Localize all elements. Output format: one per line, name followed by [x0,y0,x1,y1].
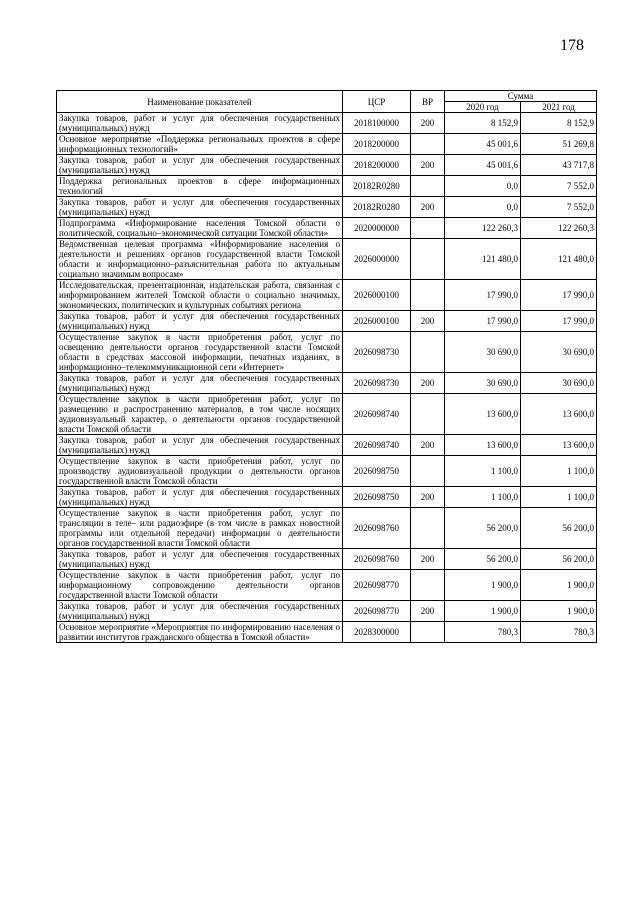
row-csr: 2026000100 [343,280,411,311]
table-body [57,113,597,643]
table-row [57,435,597,456]
row-name: Закупка товаров, работ и услуг для обеспечения государственных (муниципальных) нужд [57,373,343,394]
row-sum-2020: 13 600,0 [445,394,521,435]
row-sum-2021: 30 690,0 [521,373,597,394]
table-row [57,280,597,311]
row-sum-2020: 8 152,9 [445,113,521,134]
row-sum-2020: 0,0 [445,197,521,218]
table-row [57,570,597,601]
table-row [57,332,597,373]
row-vr [411,239,445,280]
row-sum-2021: 17 990,0 [521,280,597,311]
row-name: Основное мероприятие «Мероприятия по информированию населения о развитии институтов гражданского общества в Томской области» [57,622,343,643]
table-row [57,622,597,643]
row-csr: 2026098730 [343,332,411,373]
table-row [57,197,597,218]
row-sum-2021: 56 200,0 [521,508,597,549]
row-csr: 2026000000 [343,239,411,280]
row-sum-2020: 1 900,0 [445,570,521,601]
row-csr: 2018100000 [343,113,411,134]
row-csr: 2026098760 [343,508,411,549]
row-vr [411,394,445,435]
row-name: Поддержка региональных проектов в сфере информационных технологий [57,176,343,197]
row-vr: 200 [411,311,445,332]
row-vr: 200 [411,487,445,508]
row-vr: 200 [411,197,445,218]
header-year-2021: 2021 год [521,102,597,113]
row-vr [411,332,445,373]
row-sum-2021: 17 990,0 [521,311,597,332]
table-row [57,456,597,487]
row-sum-2021: 13 600,0 [521,394,597,435]
table-row [57,176,597,197]
row-sum-2021: 121 480,0 [521,239,597,280]
row-vr: 200 [411,549,445,570]
row-vr: 200 [411,113,445,134]
row-csr: 2026098740 [343,435,411,456]
row-csr: 2026098740 [343,394,411,435]
header-vr: ВР [411,91,445,113]
row-vr [411,176,445,197]
row-name: Закупка товаров, работ и услуг для обеспечения государственных (муниципальных) нужд [57,197,343,218]
row-csr: 2018200000 [343,155,411,176]
row-vr [411,456,445,487]
table-header [57,91,597,113]
row-vr [411,280,445,311]
table-row [57,239,597,280]
table-row [57,508,597,549]
row-sum-2020: 17 990,0 [445,311,521,332]
row-vr [411,218,445,239]
row-sum-2021: 122 260,3 [521,218,597,239]
table-row [57,311,597,332]
row-name: Закупка товаров, работ и услуг для обеспечения государственных (муниципальных) нужд [57,435,343,456]
row-csr: 2028300000 [343,622,411,643]
table-row [57,394,597,435]
row-name: Исследовательская, презентационная, издательская работа, связанная с информированием жителей Томской области о социально значимых, экономических, политических и культурных событиях региона [57,280,343,311]
row-sum-2020: 1 100,0 [445,456,521,487]
row-sum-2021: 13 600,0 [521,435,597,456]
row-name: Ведомственная целевая программа «Информирование населения о деятельности и решениях органов государственной власти Томской области и информационно–разъяснительная работа по актуальным социально значимым вопросам» [57,239,343,280]
header-csr: ЦСР [343,91,411,113]
row-csr: 2026098770 [343,570,411,601]
row-name: Закупка товаров, работ и услуг для обеспечения государственных (муниципальных) нужд [57,487,343,508]
row-sum-2020: 30 690,0 [445,373,521,394]
row-vr: 200 [411,155,445,176]
row-csr: 2026098750 [343,487,411,508]
row-sum-2021: 1 100,0 [521,456,597,487]
row-sum-2020: 56 200,0 [445,549,521,570]
row-name: Основное мероприятие «Поддержка региональных проектов в сфере информационных технологий» [57,134,343,155]
page-number: 178 [560,37,584,54]
row-sum-2020: 0,0 [445,176,521,197]
row-name: Осуществление закупок в части приобретения работ, услуг по информационному сопровождению деятельности органов государственной власти Томской области [57,570,343,601]
row-name: Осуществление закупок в части приобретения работ, услуг по трансляции в теле– или радиоэфире (в том числе в рамках новостной программы или отдельной передачи) информации о деятельности органов государственной власти Томской области [57,508,343,549]
budget-table [56,90,597,643]
row-sum-2020: 30 690,0 [445,332,521,373]
row-sum-2021: 56 200,0 [521,549,597,570]
row-name: Закупка товаров, работ и услуг для обеспечения государственных (муниципальных) нужд [57,549,343,570]
row-csr: 2018200000 [343,134,411,155]
row-vr: 200 [411,373,445,394]
row-name: Закупка товаров, работ и услуг для обеспечения государственных (муниципальных) нужд [57,113,343,134]
table-row [57,487,597,508]
row-csr: 20182R0280 [343,176,411,197]
row-sum-2020: 17 990,0 [445,280,521,311]
row-sum-2020: 121 480,0 [445,239,521,280]
table-row [57,373,597,394]
row-sum-2021: 1 900,0 [521,570,597,601]
row-sum-2020: 122 260,3 [445,218,521,239]
row-name: Закупка товаров, работ и услуг для обеспечения государственных (муниципальных) нужд [57,311,343,332]
table-row [57,601,597,622]
row-csr: 2020000000 [343,218,411,239]
header-sum: Сумма [445,91,597,102]
row-sum-2021: 7 552,0 [521,197,597,218]
row-name: Закупка товаров, работ и услуг для обеспечения государственных (муниципальных) нужд [57,601,343,622]
row-sum-2020: 45 001,6 [445,155,521,176]
table-row [57,549,597,570]
row-sum-2020: 780,3 [445,622,521,643]
row-csr: 2026098770 [343,601,411,622]
row-name: Осуществление закупок в части приобретения работ, услуг по производству аудиовизуальной продукции о деятельности органов государственной власти Томской области [57,456,343,487]
header-name: Наименование показателей [57,91,343,113]
table-row [57,218,597,239]
row-sum-2021: 1 100,0 [521,487,597,508]
header-year-2020: 2020 год [445,102,521,113]
row-vr: 200 [411,601,445,622]
row-sum-2021: 43 717,8 [521,155,597,176]
row-sum-2021: 1 900,0 [521,601,597,622]
row-name: Закупка товаров, работ и услуг для обеспечения государственных (муниципальных) нужд [57,155,343,176]
table-row [57,134,597,155]
row-sum-2021: 30 690,0 [521,332,597,373]
table-row [57,155,597,176]
row-sum-2020: 13 600,0 [445,435,521,456]
row-csr: 2026098760 [343,549,411,570]
row-sum-2020: 1 900,0 [445,601,521,622]
row-csr: 2026098730 [343,373,411,394]
table-row [57,113,597,134]
row-vr [411,622,445,643]
row-vr [411,508,445,549]
row-sum-2021: 51 269,8 [521,134,597,155]
row-sum-2020: 45 001,6 [445,134,521,155]
row-vr [411,134,445,155]
row-sum-2021: 780,3 [521,622,597,643]
row-vr: 200 [411,435,445,456]
row-csr: 20182R0280 [343,197,411,218]
row-csr: 2026098750 [343,456,411,487]
row-sum-2021: 7 552,0 [521,176,597,197]
row-sum-2020: 56 200,0 [445,508,521,549]
row-sum-2020: 1 100,0 [445,487,521,508]
row-name: Подпрограмма «Информирование населения Томской области о политической, социально–экономической ситуации Томской области» [57,218,343,239]
row-name: Осуществление закупок в части приобретения работ, услуг по освещению деятельности органов государственной власти Томской области в средствах массовой информации, печатных изданиях, в информационно–телекоммуникационной сети «Интернет» [57,332,343,373]
row-sum-2021: 8 152,9 [521,113,597,134]
row-csr: 2026000100 [343,311,411,332]
row-vr [411,570,445,601]
row-name: Осуществление закупок в части приобретения работ, услуг по размещению и распространению материалов, в том числе носящих аудиовизуальный характер, о деятельности органов государственной власти Томской области [57,394,343,435]
